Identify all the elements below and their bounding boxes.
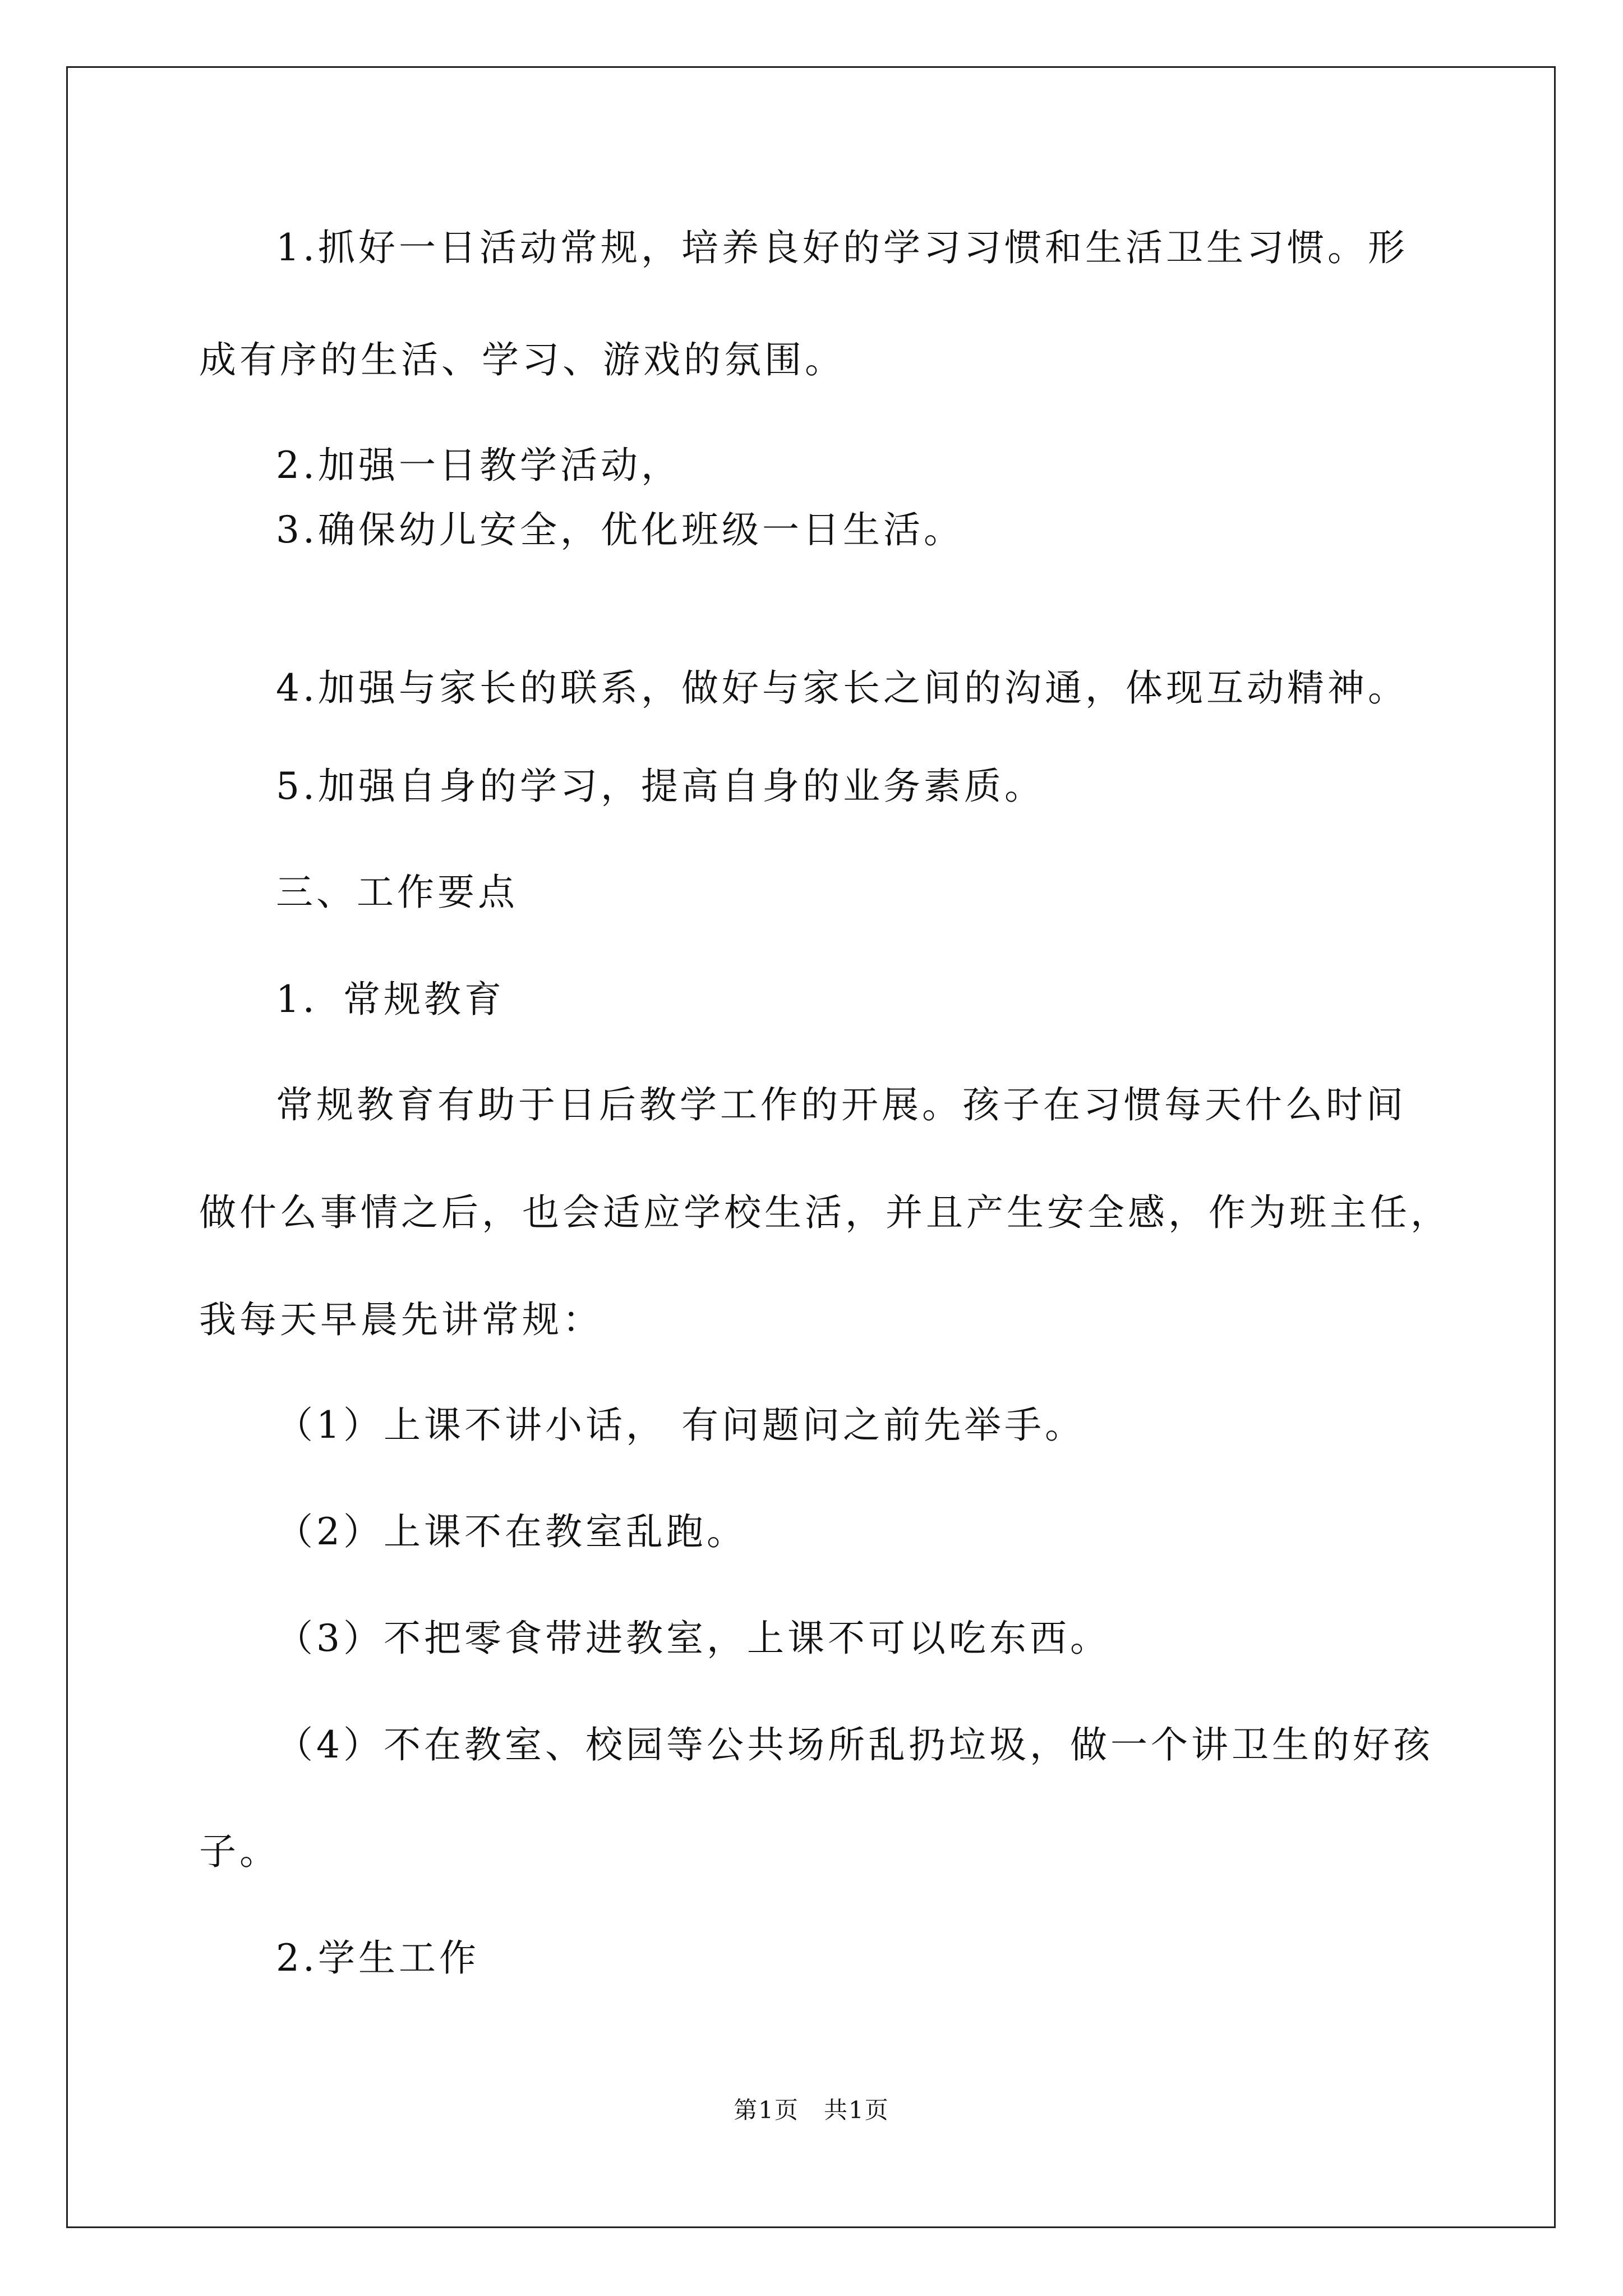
subsection-heading: 1．常规教育 xyxy=(276,978,505,1021)
list-item: （2）上课不在教室乱跑。 xyxy=(276,1510,747,1553)
text-line: 3.确保幼儿安全，优化班级一日生活。 xyxy=(276,508,964,551)
list-item: （1）上课不讲小话， 有问题问之前先举手。 xyxy=(276,1404,1085,1447)
text-line: 我每天早晨先讲常规： xyxy=(199,1298,603,1341)
text-line: 1.抓好一日活动常规，培养良好的学习习惯和生活卫生习惯。形 xyxy=(276,226,1408,269)
section-heading: 三、工作要点 xyxy=(276,871,518,914)
list-item: （3）不把零食带进教室，上课不可以吃东西。 xyxy=(276,1617,1110,1660)
text-line: 常规教育有助于日后教学工作的开展。孩子在习惯每天什么时间 xyxy=(276,1083,1407,1126)
text-line: 5.加强自身的学习，提高自身的业务素质。 xyxy=(276,765,1045,808)
text-line: 子。 xyxy=(199,1830,280,1873)
text-line: 做什么事情之后，也会适应学校生活，并且产生安全感，作为班主任， xyxy=(199,1191,1451,1234)
page-footer: 第1页 共1页 xyxy=(734,2096,889,2124)
text-line: 2.加强一日教学活动， xyxy=(276,444,681,487)
page-border xyxy=(66,66,1556,2228)
text-line: 4.加强与家长的联系，做好与家长之间的沟通，体现互动精神。 xyxy=(276,666,1408,710)
text-line: 成有序的生活、学习、游戏的氛围。 xyxy=(199,338,845,381)
list-item: （4）不在教室、校园等公共场所乱扔垃圾，做一个讲卫生的好孩 xyxy=(276,1723,1433,1766)
subsection-heading: 2.学生工作 xyxy=(276,1936,479,1980)
